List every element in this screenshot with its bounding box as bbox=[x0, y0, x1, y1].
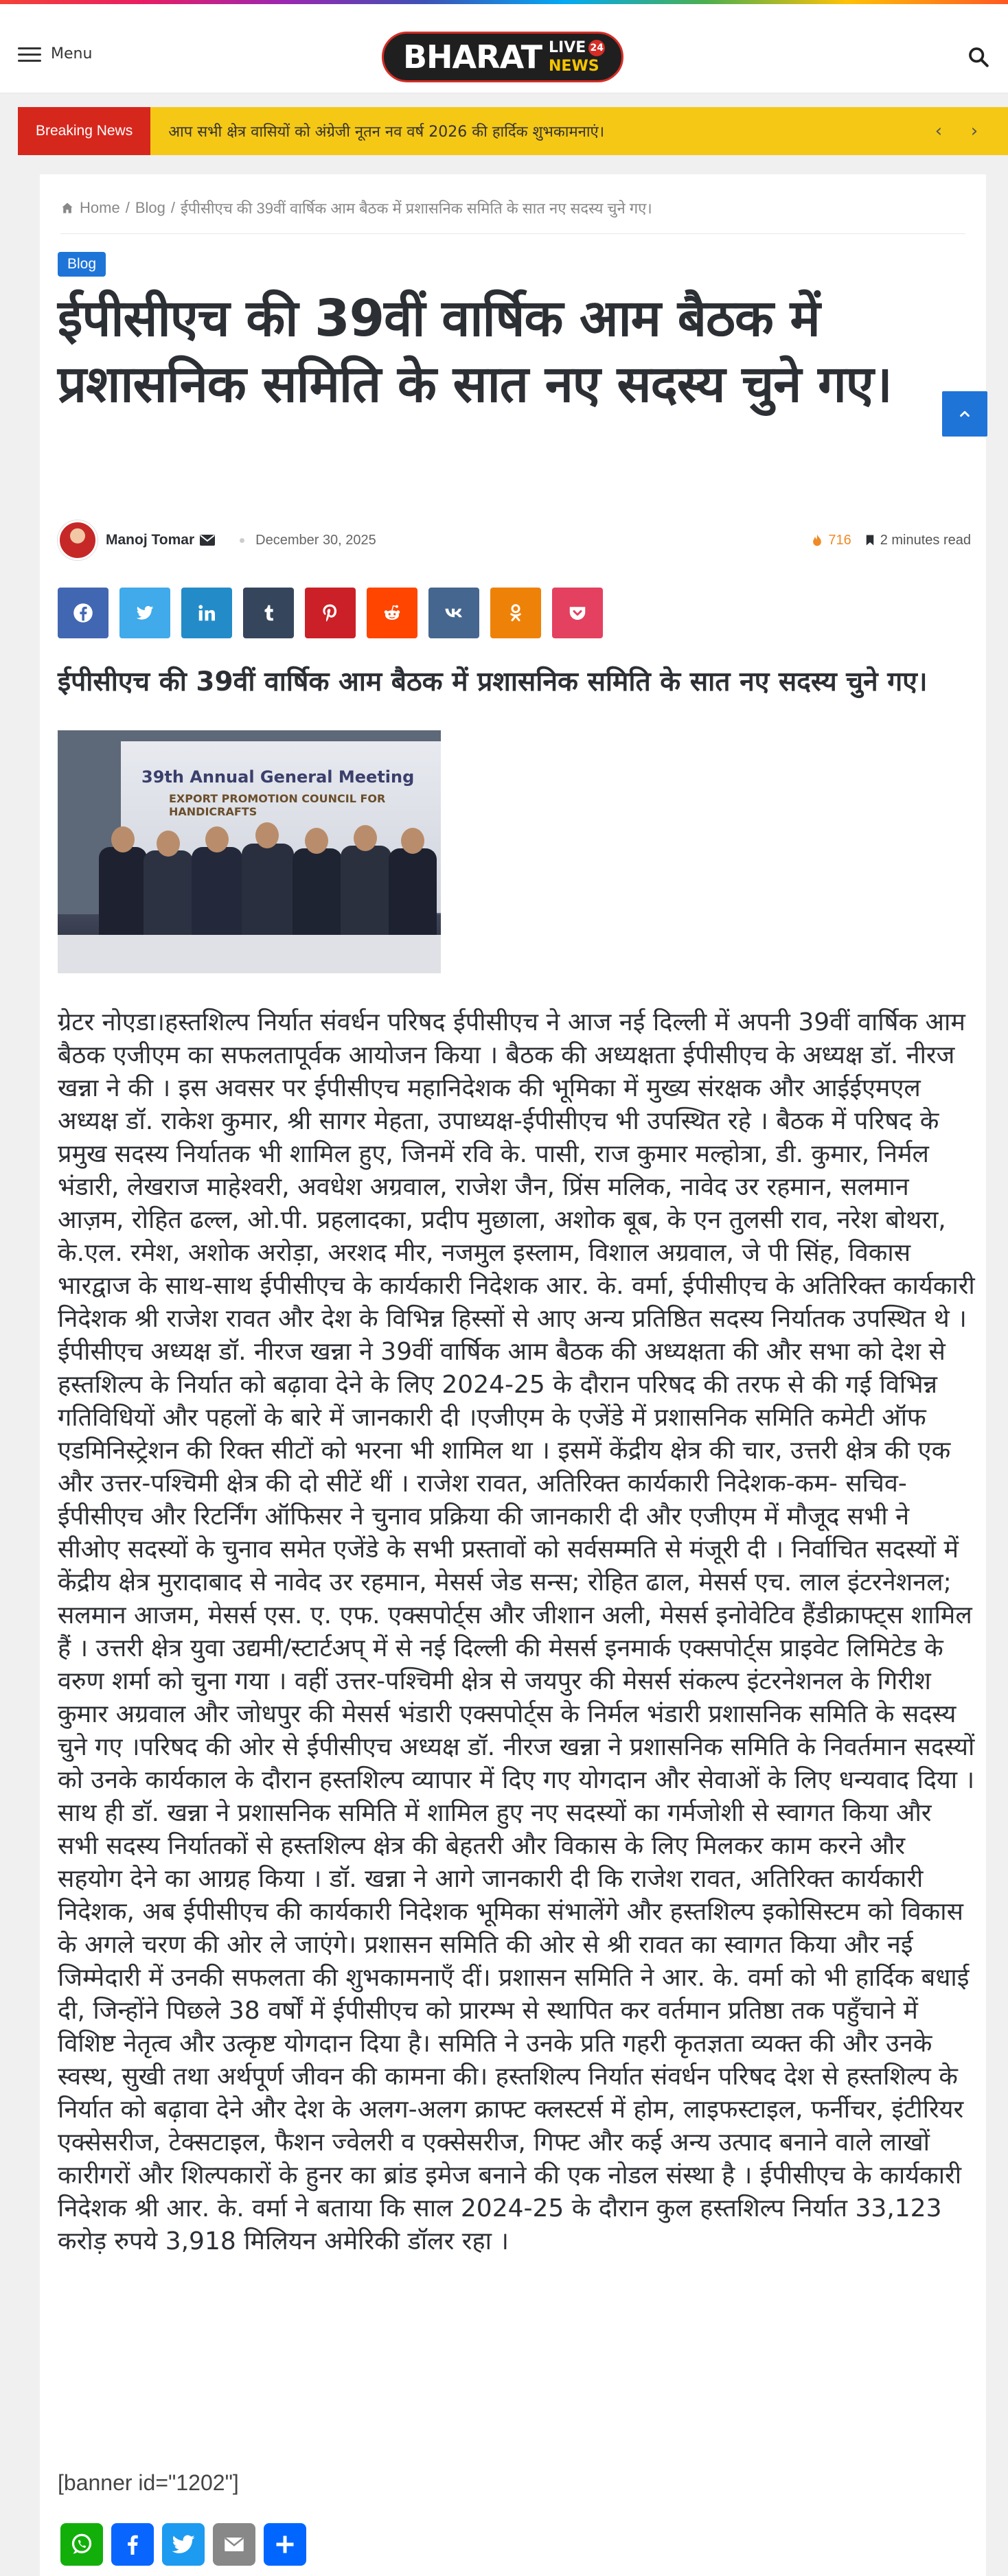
breadcrumb-current: ईपीसीएच की 39वीं वार्षिक आम बैठक में प्रशासनिक समिति के सात नए सदस्य चुने गए। bbox=[180, 200, 652, 217]
site-header bbox=[0, 4, 1008, 93]
breadcrumb-category-link[interactable]: Blog bbox=[135, 199, 165, 216]
search-button[interactable] bbox=[967, 45, 990, 69]
odnoklassniki-icon bbox=[505, 603, 526, 623]
share-facebook-button[interactable] bbox=[58, 588, 108, 638]
back-to-top-button[interactable] bbox=[942, 391, 987, 437]
share-vk-button[interactable] bbox=[428, 588, 479, 638]
share-reddit-button[interactable] bbox=[367, 588, 417, 638]
envelope-icon[interactable] bbox=[200, 535, 215, 546]
breadcrumb-separator: / bbox=[170, 199, 175, 216]
chevron-left-icon: ‹ bbox=[935, 121, 943, 141]
reddit-icon bbox=[382, 603, 402, 623]
twitter-icon bbox=[135, 603, 155, 623]
breadcrumb-divider bbox=[60, 233, 965, 234]
share-tumblr-button[interactable] bbox=[243, 588, 294, 638]
article-container bbox=[40, 174, 986, 2576]
share-facebook-bottom-button[interactable] bbox=[111, 2523, 154, 2566]
plus-icon bbox=[271, 2531, 299, 2558]
share-more-button[interactable] bbox=[264, 2523, 306, 2566]
share-twitter-button[interactable] bbox=[119, 588, 170, 638]
post-meta bbox=[58, 520, 971, 561]
article-lead: ईपीसीएच की 39वीं वार्षिक आम बैठक में प्रशासनिक समिति के सात नए सदस्य चुने गए। bbox=[58, 666, 928, 697]
pinterest-icon bbox=[320, 603, 341, 623]
reading-time bbox=[864, 533, 971, 548]
views-count: 716 bbox=[828, 532, 851, 548]
breadcrumb bbox=[60, 198, 652, 218]
breaking-news-label: Breaking News bbox=[18, 107, 150, 155]
share-email-button[interactable] bbox=[213, 2523, 255, 2566]
ticker-headline[interactable]: आप सभी क्षेत्र वासियों को अंग्रेजी नूतन नव वर्ष 2026 की हार्दिक शुभकामनाएं। bbox=[168, 124, 605, 141]
bookmark-icon bbox=[864, 533, 876, 547]
article-title: ईपीसीएच की 39वीं वार्षिक आम बैठक में प्रशासनिक समिति के सात नए सदस्य चुने गए। bbox=[58, 289, 892, 414]
share-pocket-button[interactable] bbox=[552, 588, 603, 638]
ticker-next-button[interactable] bbox=[964, 121, 985, 141]
pocket-icon bbox=[567, 603, 588, 623]
tumblr-icon bbox=[258, 603, 279, 623]
menu-label: Menu bbox=[51, 45, 93, 62]
read-time-text: 2 minutes read bbox=[880, 532, 971, 548]
article-body: ग्रेटर नोएडा।हस्तशिल्प निर्यात संवर्धन परिषद ईपीसीएच ने आज नई दिल्ली में अपनी 39वीं वार्षिक आम बैठक एजीएम का सफलतापूर्वक आयोजन किया । बैठक की अध्यक्षता ईपीसीएच के अध्यक्ष डॉ. नीरज खन्ना ने की । इस अवसर पर ईपीसीएच महानिदेशक की भूमिका में मुख्य संरक्षक और आईईएमएल अध्यक्ष डॉ. राकेश कुमार, श्री सागर मेहता, उपाध्यक्ष-ईपीसीएच भी उपस्थित रहे । बैठक में परिषद के प्रमुख सदस्य निर्यातक भी शामिल हुए, जिनमें रवि के. पासी, राज कुमार मल्होत्रा, डी. कुमार, निर्मल भंडारी, लेखराज माहेश्वरी, अवधेश अग्रवाल, राजेश जैन, प्रिंस मलिक, नावेद उर रहमान, सलमान आज़म, रोहित ढल्ल, ओ.पी. प्रहलादका, प्रदीप मुछाला, अशोक बूब, के एन तुलसी राव, नरेश बोथरा, के.एल. रमेश, अशोक अरोड़ा, अरशद मीर, नजमुल इस्लाम, विशाल अग्रवाल, जे पी सिंह, विकास भारद्वाज के साथ-साथ ईपीसीएच के कार्यकारी निदेशक आर. के. वर्मा, ईपीसीएच के अतिरिक्त कार्यकारी निदेशक श्री राजेश रावत और देश के विभिन्न हिस्सों से आए अन्य प्रतिष्ठित सदस्य निर्यातक उपस्थित थे ।ईपीसीएच अध्यक्ष डॉ. नीरज खन्ना ने 39वीं वार्षिक आम बैठक की अध्यक्षता की और सभा को देश से हस्तशिल्प के निर्यात को बढ़ावा देने के लिए 2024-25 के दौरान परिषद की तरफ से की गई विभिन्न गतिविधियों और पहलों के बारे में जानकारी दी ।एजीएम के एजेंडे में प्रशासनिक समिति कमेटी ऑफ एडमिनिस्ट्रेशन की रिक्त सीटों को भरना भी शामिल था । इसमें केंद्रीय क्षेत्र की चार, उत्तरी क्षेत्र की एक और उत्तर-पश्चिमी क्षेत्र की दो सीटें थीं । राजेश रावत, अतिरिक्त कार्यकारी निदेशक-कम- सचिव-ईपीसीएच और रिटर्निंग ऑफिसर ने चुनाव प्रक्रिया की जानकारी दी और एजीएम में मौजूद सभी ने सीओए सदस्यों के चुनाव समेत एजेंडे के सभी प्रस्तावों को सर्वसम्मति से मंजूरी दी । निर्वाचित सदस्यों में केंद्रीय क्षेत्र मुरादाबाद से नावेद उर रहमान, मेसर्स जेड सन्स; रोहित ढाल, मेसर्स एच. लाल इंटरनेशनल; सलमान आजम, मेसर्स एस. ए. एफ. एक्सपोर्ट्स और जीशान अली, मेसर्स इनोवेटिव हैंडीक्राफ्ट्स शामिल हैं । उत्तरी क्षेत्र युवा उद्यमी/स्टार्टअप् में से नई दिल्ली की मेसर्स इनमार्क एक्सपोर्ट्स प्राइवेट लिमिटेड के वरुण शर्मा को चुना गया । वहीं उत्तर-पश्चिमी क्षेत्र से जयपुर की मेसर्स संकल्प इंटरनेशनल के गिरीश कुमार अग्रवाल और जोधपुर की मेसर्स भंडारी एक्सपोर्ट्स के निर्मल भंडारी प्रशासनिक समिति के सदस्य चुने गए ।परिषद की ओर से ईपीसीएच अध्यक्ष डॉ. नीरज खन्ना ने प्रशासनिक समिति के निवर्तमान सदस्यों को उनके कार्यकाल के दौरान हस्तशिल्प व्यापार में दिए गए योगदान और सेवाओं के लिए धन्यवाद दिया । साथ ही डॉ. खन्ना ने प्रशासनिक समिति में शामिल हुए नए सदस्यों का गर्मजोशी से स्वागत किया और सभी सदस्य निर्यातकों से हस्तशिल्प क्षेत्र की बेहतरी और विकास के लिए मिलकर काम करने और सहयोग देने का आग्रह किया । डॉ. खन्ना ने आगे जानकारी दी कि राजेश रावत, अतिरिक्त कार्यकारी निदेशक, अब ईपीसीएच की कार्यकारी निदेशक भूमिका संभालेंगे और हस्तशिल्प इकोसिस्टम को विकास के अगले चरण की ओर ले जाएंगे। प्रशासन समिति की ओर से श्री रावत का स्वागत किया और नई जिम्मेदारी में उनकी सफलता की शुभकामनाएँ दीं। प्रशासन समिति ने आर. के. वर्मा को भी हार्दिक बधाई दी, जिन्होंने पिछले 38 वर्षों में ईपीसीएच को प्रारम्भ से स्थापित कर वर्तमान प्रतिष्ठा तक पहुँचाने में विशिष्ट नेतृत्व और उत्कृष्ट योगदान दिया है। समिति ने उनके प्रति गहरी कृतज्ञता व्यक्त की और उनके स्वस्थ, सुखी तथा अर्थपूर्ण जीवन की कामना की। हस्तशिल्प निर्यात संवर्धन परिषद देश से हस्तशिल्प के निर्यात को बढ़ावा देने और देश के अलग-अलग क्राफ्ट क्लस्टर्स में होम, लाइफस्टाइल, फर्नीचर, इंटीरियर एक्सेसरीज, टेक्सटाइल, फैशन ज्वेलरी व एक्सेसरीज, गिफ्ट और कई अन्य उत्पाद बनाने वाले लाखों कारीगरों और शिल्पकारों के हुनर का ब्रांड इमेज बनाने की एक नोडल संस्था है । ईपीसीएच के कार्यकारी निदेशक श्री आर. के. वर्मा ने बताया कि साल 2024-25 के दौरान कुल हस्तशिल्प निर्यात 33,123 करोड़ रुपये 3,918 मिलियन अमेरिकी डॉलर रहा । bbox=[58, 1008, 975, 2255]
flame-icon bbox=[810, 533, 824, 547]
banner-shortcode: [banner id="1202"] bbox=[58, 2470, 239, 2495]
chevron-right-icon: › bbox=[970, 121, 978, 141]
share-odnoklassniki-button[interactable] bbox=[490, 588, 541, 638]
twitter-icon bbox=[170, 2531, 197, 2558]
logo-live-text: LIVE bbox=[549, 39, 586, 56]
breaking-news-ticker bbox=[18, 107, 1008, 155]
author-name[interactable]: Manoj Tomar bbox=[106, 532, 195, 548]
ticker-prev-button[interactable] bbox=[928, 121, 949, 141]
home-icon bbox=[60, 201, 74, 215]
logo-news-text: NEWS bbox=[549, 58, 599, 75]
logo-main-text: BHARAT bbox=[403, 38, 542, 76]
article-photo[interactable] bbox=[58, 730, 441, 973]
banner-subtitle: EXPORT PROMOTION COUNCIL FOR HANDICRAFTS bbox=[169, 792, 386, 818]
linkedin-icon bbox=[196, 603, 217, 623]
hamburger-icon bbox=[18, 46, 41, 62]
share-buttons-top bbox=[58, 588, 603, 638]
share-buttons-bottom bbox=[60, 2523, 306, 2566]
facebook-icon bbox=[119, 2531, 146, 2558]
breadcrumb-separator: / bbox=[125, 199, 130, 216]
share-twitter-bottom-button[interactable] bbox=[162, 2523, 205, 2566]
breadcrumb-home-link[interactable]: Home bbox=[80, 199, 120, 216]
post-date: December 30, 2025 bbox=[255, 532, 376, 548]
meta-separator-dot bbox=[240, 538, 244, 543]
vk-icon bbox=[444, 603, 464, 623]
menu-button[interactable] bbox=[18, 45, 92, 62]
whatsapp-icon bbox=[68, 2531, 95, 2558]
email-icon bbox=[220, 2531, 248, 2558]
author-avatar[interactable] bbox=[58, 520, 98, 560]
post-views bbox=[810, 533, 851, 548]
share-whatsapp-button[interactable] bbox=[60, 2523, 103, 2566]
banner-title: 39th Annual General Meeting bbox=[141, 767, 415, 787]
facebook-icon bbox=[73, 603, 93, 623]
share-linkedin-button[interactable] bbox=[181, 588, 232, 638]
share-pinterest-button[interactable] bbox=[305, 588, 356, 638]
site-logo[interactable] bbox=[382, 32, 623, 82]
search-icon bbox=[967, 45, 990, 69]
chevron-up-icon bbox=[957, 406, 972, 421]
category-badge[interactable]: Blog bbox=[58, 252, 106, 277]
logo-24-badge: 24 bbox=[588, 40, 605, 56]
